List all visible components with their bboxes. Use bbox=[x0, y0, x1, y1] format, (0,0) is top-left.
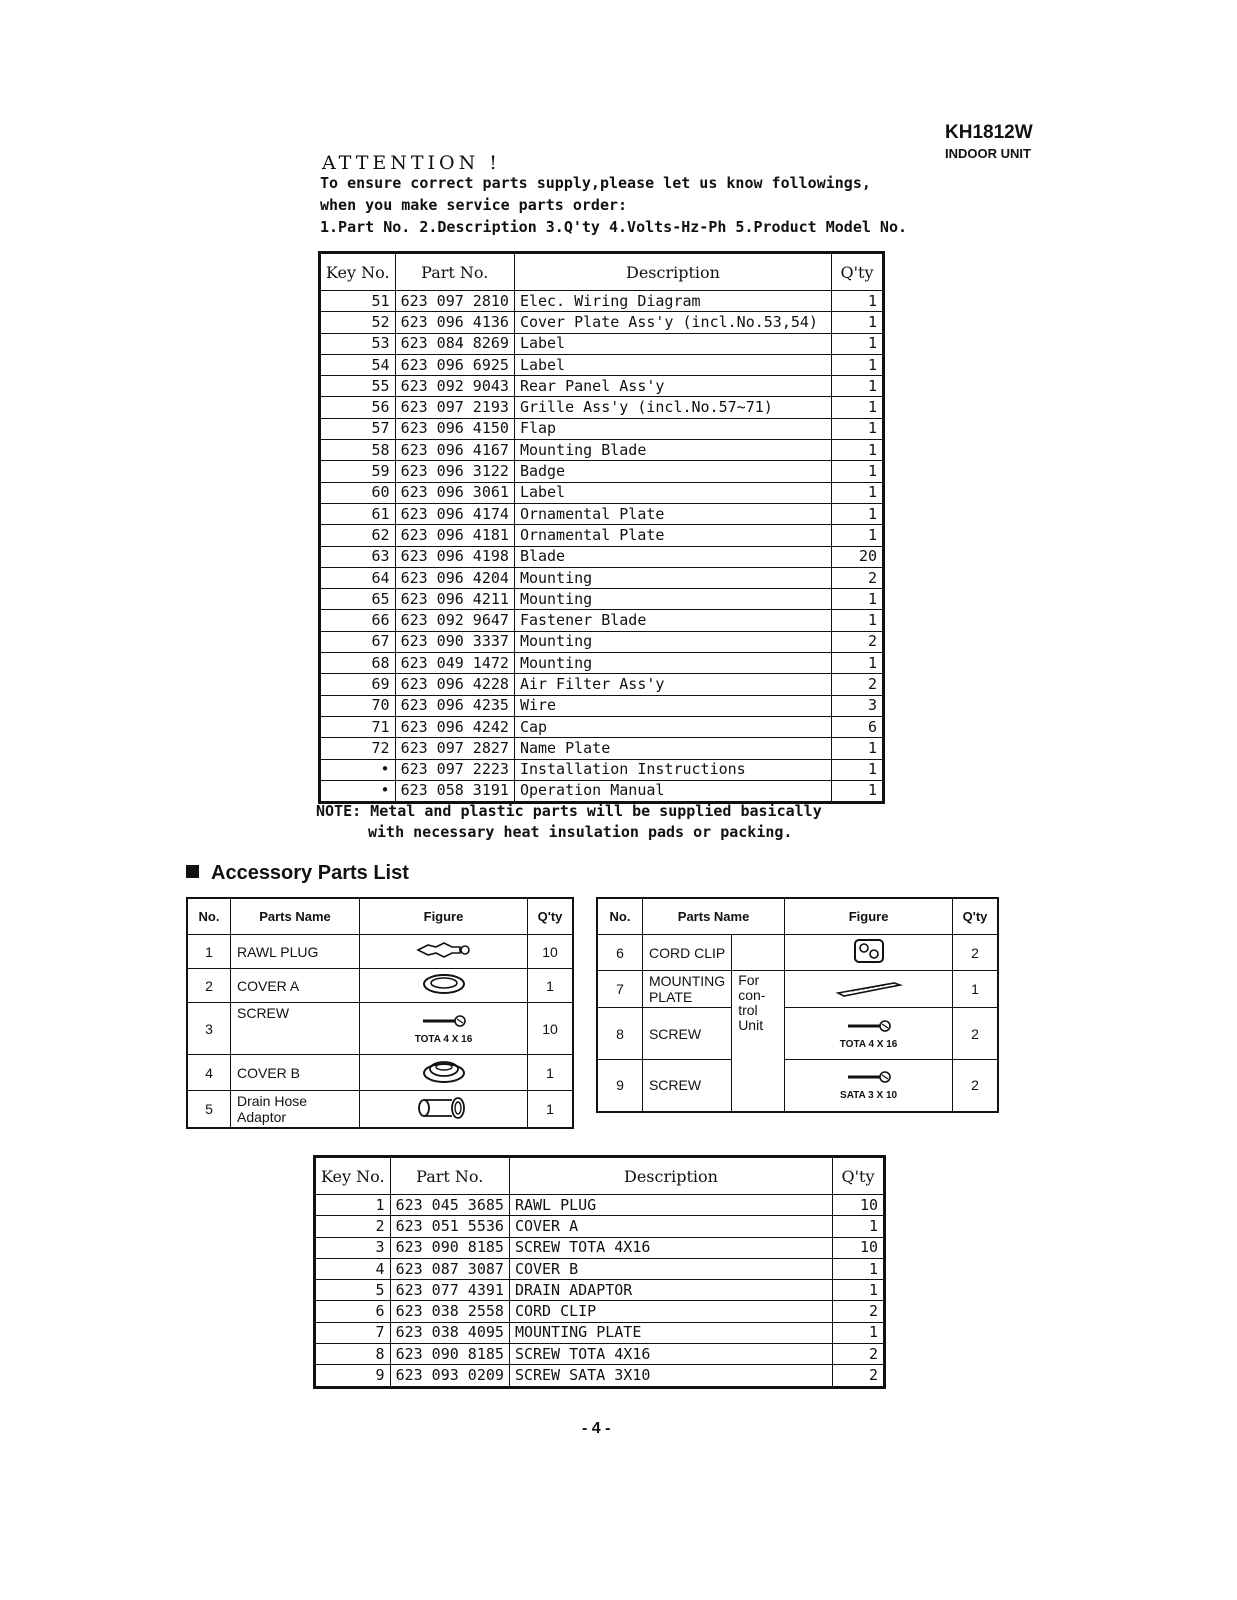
rawl-plug-icon bbox=[414, 948, 474, 964]
table-row bbox=[320, 589, 884, 610]
description-cell: Mounting bbox=[514, 631, 831, 652]
part-no-cell: 623 049 1472 bbox=[395, 653, 514, 674]
part-no-cell: 623 096 4174 bbox=[395, 503, 514, 524]
description-cell: RAWL PLUG bbox=[509, 1195, 832, 1216]
part-no-cell: 623 090 8185 bbox=[390, 1344, 509, 1365]
key-no-cell: 52 bbox=[320, 312, 396, 333]
qty-cell: 1 bbox=[832, 482, 884, 503]
description-cell: Cover Plate Ass'y (incl.No.53,54) bbox=[514, 312, 831, 333]
qty-cell: 1 bbox=[832, 503, 884, 524]
description-cell: Mounting bbox=[514, 567, 831, 588]
qty-cell: 2 bbox=[833, 1301, 885, 1322]
part-no-cell: 623 096 3061 bbox=[395, 482, 514, 503]
acc-no-cell: 9 bbox=[597, 1060, 642, 1112]
qty-cell: 1 bbox=[832, 291, 884, 312]
page-number: - 4 - bbox=[582, 1420, 611, 1437]
table-row bbox=[320, 610, 884, 631]
qty-cell: 6 bbox=[832, 716, 884, 737]
table-row bbox=[315, 1258, 885, 1279]
qty-cell: 1 bbox=[832, 397, 884, 418]
qty-cell: 1 bbox=[832, 525, 884, 546]
qty-cell: 1 bbox=[832, 780, 884, 802]
part-no-cell: 623 058 3191 bbox=[395, 780, 514, 802]
acc-figure-cell bbox=[360, 1003, 528, 1055]
key-no-cell: 55 bbox=[320, 376, 396, 397]
description-cell: SCREW TOTA 4X16 bbox=[509, 1344, 832, 1365]
table-row bbox=[320, 291, 884, 312]
qty-cell: 2 bbox=[832, 631, 884, 652]
table-row bbox=[315, 1216, 885, 1237]
table-row bbox=[320, 780, 884, 802]
key-no-header: Key No. bbox=[315, 1157, 391, 1195]
acc-name-cell: SCREW bbox=[642, 1008, 731, 1060]
acc-figure-cell bbox=[785, 935, 953, 971]
parts-table bbox=[318, 251, 885, 804]
table-row bbox=[315, 1365, 885, 1387]
acc-name-cell: MOUNTING PLATE bbox=[642, 971, 731, 1008]
table-row bbox=[320, 418, 884, 439]
description-cell: Air Filter Ass'y bbox=[514, 674, 831, 695]
table-row bbox=[315, 1301, 885, 1322]
table-row bbox=[320, 376, 884, 397]
accessory-row bbox=[187, 935, 573, 969]
table-row bbox=[320, 440, 884, 461]
acc-qty-header: Q'ty bbox=[952, 898, 998, 935]
table-row bbox=[320, 546, 884, 567]
screw-icon bbox=[419, 1016, 469, 1032]
part-no-cell: 623 045 3685 bbox=[390, 1195, 509, 1216]
description-cell: Label bbox=[514, 354, 831, 375]
accessory-row bbox=[597, 971, 998, 1008]
part-no-cell: 623 097 2223 bbox=[395, 759, 514, 780]
key-no-cell: 9 bbox=[315, 1365, 391, 1387]
qty-cell: 1 bbox=[832, 759, 884, 780]
qty-cell: 1 bbox=[832, 418, 884, 439]
acc-no-cell: 7 bbox=[597, 971, 642, 1008]
acc-qty-cell: 10 bbox=[528, 935, 574, 969]
acc-figure-cell bbox=[785, 971, 953, 1008]
accessory-parts-table bbox=[313, 1155, 886, 1389]
acc-qty-cell: 2 bbox=[952, 1060, 998, 1112]
acc-figure-header: Figure bbox=[360, 898, 528, 935]
acc-no-cell: 1 bbox=[187, 935, 231, 969]
key-no-cell: 51 bbox=[320, 291, 396, 312]
attention-line-1: To ensure correct parts supply,please let us know followings, bbox=[320, 174, 871, 192]
description-cell: Mounting Blade bbox=[514, 440, 831, 461]
table-row bbox=[320, 738, 884, 759]
qty-cell: 20 bbox=[832, 546, 884, 567]
qty-cell: 1 bbox=[833, 1216, 885, 1237]
qty-cell: 1 bbox=[833, 1258, 885, 1279]
figure-spec-label: TOTA 4 X 16 bbox=[839, 1038, 898, 1050]
mounting-plate-icon bbox=[834, 986, 904, 1002]
acc-name-cell: SCREW bbox=[642, 1060, 731, 1112]
key-no-cell: • bbox=[320, 780, 396, 802]
key-no-cell: 65 bbox=[320, 589, 396, 610]
description-cell: Mounting bbox=[514, 589, 831, 610]
key-no-cell: 2 bbox=[315, 1216, 391, 1237]
acc-no-cell: 3 bbox=[187, 1003, 231, 1055]
description-cell: Grille Ass'y (incl.No.57~71) bbox=[514, 397, 831, 418]
qty-cell: 3 bbox=[832, 695, 884, 716]
description-cell: CORD CLIP bbox=[509, 1301, 832, 1322]
qty-cell: 1 bbox=[832, 653, 884, 674]
accessory-section-title bbox=[186, 862, 409, 885]
description-cell: Name Plate bbox=[514, 738, 831, 759]
acc-name-cell: SCREW bbox=[231, 1003, 360, 1055]
qty-cell: 1 bbox=[832, 440, 884, 461]
acc-qty-cell: 1 bbox=[952, 971, 998, 1008]
table-row bbox=[315, 1322, 885, 1343]
part-no-cell: 623 077 4391 bbox=[390, 1280, 509, 1301]
acc-qty-cell: 1 bbox=[528, 1091, 574, 1129]
description-cell: Wire bbox=[514, 695, 831, 716]
bullet-square-icon bbox=[186, 865, 199, 878]
part-no-cell: 623 092 9647 bbox=[395, 610, 514, 631]
key-no-cell: • bbox=[320, 759, 396, 780]
part-no-header: Part No. bbox=[395, 253, 514, 291]
qty-cell: 1 bbox=[832, 312, 884, 333]
part-no-cell: 623 097 2810 bbox=[395, 291, 514, 312]
accessory-row bbox=[187, 1091, 573, 1129]
part-no-cell: 623 087 3087 bbox=[390, 1258, 509, 1279]
description-cell: Ornamental Plate bbox=[514, 503, 831, 524]
description-cell: Elec. Wiring Diagram bbox=[514, 291, 831, 312]
qty-header: Q'ty bbox=[832, 253, 884, 291]
qty-cell: 1 bbox=[832, 589, 884, 610]
table-row bbox=[320, 397, 884, 418]
part-no-cell: 623 096 3122 bbox=[395, 461, 514, 482]
key-no-cell: 62 bbox=[320, 525, 396, 546]
qty-cell: 2 bbox=[832, 567, 884, 588]
qty-cell: 2 bbox=[833, 1344, 885, 1365]
acc-name-cell: Drain Hose Adaptor bbox=[231, 1091, 360, 1129]
attention-title: ATTENTION ! bbox=[322, 152, 501, 174]
qty-cell: 10 bbox=[833, 1237, 885, 1258]
table-row bbox=[320, 674, 884, 695]
qty-cell: 1 bbox=[832, 333, 884, 354]
attention-line-2: when you make service parts order: bbox=[320, 196, 628, 214]
acc-name-cell: COVER B bbox=[231, 1055, 360, 1091]
part-no-cell: 623 097 2827 bbox=[395, 738, 514, 759]
qty-cell: 1 bbox=[832, 738, 884, 759]
key-no-cell: 54 bbox=[320, 354, 396, 375]
acc-figure-header: Figure bbox=[785, 898, 953, 935]
part-no-cell: 623 038 2558 bbox=[390, 1301, 509, 1322]
drain-adaptor-icon bbox=[414, 1109, 474, 1125]
key-no-cell: 72 bbox=[320, 738, 396, 759]
key-no-cell: 67 bbox=[320, 631, 396, 652]
description-cell: SCREW SATA 3X10 bbox=[509, 1365, 832, 1387]
cord-clip-icon bbox=[849, 952, 889, 968]
description-cell: Operation Manual bbox=[514, 780, 831, 802]
key-no-header: Key No. bbox=[320, 253, 396, 291]
figure-spec-label: SATA 3 X 10 bbox=[840, 1090, 898, 1102]
part-no-cell: 623 096 4181 bbox=[395, 525, 514, 546]
parts-table-header bbox=[320, 253, 884, 291]
qty-cell: 10 bbox=[833, 1195, 885, 1216]
key-no-cell: 61 bbox=[320, 503, 396, 524]
part-no-cell: 623 093 0209 bbox=[390, 1365, 509, 1387]
key-no-cell: 8 bbox=[315, 1344, 391, 1365]
acc-figure-cell bbox=[360, 969, 528, 1003]
key-no-cell: 6 bbox=[315, 1301, 391, 1322]
part-no-cell: 623 038 4095 bbox=[390, 1322, 509, 1343]
table-row bbox=[320, 695, 884, 716]
acc-name-cell: RAWL PLUG bbox=[231, 935, 360, 969]
description-cell: Cap bbox=[514, 716, 831, 737]
key-no-cell: 53 bbox=[320, 333, 396, 354]
accessory-row bbox=[597, 935, 998, 971]
part-no-cell: 623 096 4198 bbox=[395, 546, 514, 567]
acc-name-header: Parts Name bbox=[231, 898, 360, 935]
part-no-cell: 623 096 4228 bbox=[395, 674, 514, 695]
table-row bbox=[320, 759, 884, 780]
acc-qty-cell: 2 bbox=[952, 1008, 998, 1060]
acc-name-header: Parts Name bbox=[642, 898, 784, 935]
description-cell: DRAIN ADAPTOR bbox=[509, 1280, 832, 1301]
description-cell: Label bbox=[514, 333, 831, 354]
key-no-cell: 58 bbox=[320, 440, 396, 461]
table-row bbox=[320, 461, 884, 482]
figure-spec-label: TOTA 4 X 16 bbox=[414, 1033, 473, 1045]
acc-no-header: No. bbox=[187, 898, 231, 935]
key-no-cell: 5 bbox=[315, 1280, 391, 1301]
table-row bbox=[320, 333, 884, 354]
accessory-row bbox=[597, 1060, 998, 1112]
part-no-cell: 623 096 4136 bbox=[395, 312, 514, 333]
part-no-cell: 623 090 8185 bbox=[390, 1237, 509, 1258]
key-no-cell: 66 bbox=[320, 610, 396, 631]
key-no-cell: 70 bbox=[320, 695, 396, 716]
cover-a-icon bbox=[419, 983, 469, 999]
cover-b-icon bbox=[419, 1072, 469, 1088]
acc-qty-cell: 1 bbox=[528, 1055, 574, 1091]
key-no-cell: 1 bbox=[315, 1195, 391, 1216]
screw-icon bbox=[844, 1021, 894, 1037]
part-no-cell: 623 096 4211 bbox=[395, 589, 514, 610]
acc-figure-cell bbox=[785, 1060, 953, 1112]
acc-name-cell: CORD CLIP bbox=[642, 935, 731, 971]
acc-no-header: No. bbox=[597, 898, 642, 935]
accessory-title-text: Accessory Parts List bbox=[211, 862, 409, 884]
part-no-cell: 623 097 2193 bbox=[395, 397, 514, 418]
table-row bbox=[320, 503, 884, 524]
part-no-cell: 623 096 6925 bbox=[395, 354, 514, 375]
screw-icon bbox=[844, 1072, 894, 1088]
description-cell: COVER B bbox=[509, 1258, 832, 1279]
key-no-cell: 56 bbox=[320, 397, 396, 418]
description-header: Description bbox=[509, 1157, 832, 1195]
description-cell: Badge bbox=[514, 461, 831, 482]
qty-cell: 1 bbox=[832, 376, 884, 397]
acc-no-cell: 4 bbox=[187, 1055, 231, 1091]
acc-no-cell: 6 bbox=[597, 935, 642, 971]
accessory-row bbox=[187, 1055, 573, 1091]
qty-cell: 2 bbox=[832, 674, 884, 695]
part-no-cell: 623 096 4150 bbox=[395, 418, 514, 439]
table-row bbox=[320, 312, 884, 333]
table-row bbox=[320, 354, 884, 375]
qty-cell: 1 bbox=[832, 354, 884, 375]
description-cell: Flap bbox=[514, 418, 831, 439]
qty-cell: 1 bbox=[832, 461, 884, 482]
part-no-cell: 623 096 4235 bbox=[395, 695, 514, 716]
table-row bbox=[320, 653, 884, 674]
key-no-cell: 69 bbox=[320, 674, 396, 695]
description-cell: Ornamental Plate bbox=[514, 525, 831, 546]
acc-figure-cell bbox=[360, 935, 528, 969]
key-no-cell: 68 bbox=[320, 653, 396, 674]
qty-header: Q'ty bbox=[833, 1157, 885, 1195]
key-no-cell: 71 bbox=[320, 716, 396, 737]
description-cell: COVER A bbox=[509, 1216, 832, 1237]
acc-qty-header: Q'ty bbox=[528, 898, 574, 935]
acc-qty-cell: 1 bbox=[528, 969, 574, 1003]
description-cell: Rear Panel Ass'y bbox=[514, 376, 831, 397]
key-no-cell: 59 bbox=[320, 461, 396, 482]
part-no-cell: 623 092 9043 bbox=[395, 376, 514, 397]
part-no-cell: 623 051 5536 bbox=[390, 1216, 509, 1237]
acc-figure-cell bbox=[360, 1055, 528, 1091]
table-row bbox=[320, 567, 884, 588]
description-cell: Fastener Blade bbox=[514, 610, 831, 631]
table-row bbox=[315, 1237, 885, 1258]
model-number: KH1812W bbox=[945, 122, 1033, 143]
acc-figure-cell bbox=[785, 1008, 953, 1060]
table-row bbox=[315, 1195, 885, 1216]
part-no-header: Part No. bbox=[390, 1157, 509, 1195]
for-control-unit-note: For con- trol Unit bbox=[732, 971, 785, 1112]
table-row bbox=[320, 525, 884, 546]
part-no-cell: 623 096 4242 bbox=[395, 716, 514, 737]
qty-cell: 1 bbox=[833, 1280, 885, 1301]
description-cell: SCREW TOTA 4X16 bbox=[509, 1237, 832, 1258]
key-no-cell: 7 bbox=[315, 1322, 391, 1343]
attention-line-3: 1.Part No. 2.Description 3.Q'ty 4.Volts-Hz-Ph 5.Product Model No. bbox=[320, 218, 907, 236]
table-row bbox=[320, 716, 884, 737]
qty-cell: 1 bbox=[833, 1322, 885, 1343]
key-no-cell: 63 bbox=[320, 546, 396, 567]
acc-no-cell: 5 bbox=[187, 1091, 231, 1129]
table-row bbox=[320, 482, 884, 503]
acc-name-cell: COVER A bbox=[231, 969, 360, 1003]
acc-no-cell: 8 bbox=[597, 1008, 642, 1060]
table-row bbox=[315, 1344, 885, 1365]
part-no-cell: 623 096 4167 bbox=[395, 440, 514, 461]
note-line-1: NOTE: Metal and plastic parts will be supplied basically bbox=[316, 802, 822, 820]
table-row bbox=[320, 631, 884, 652]
description-header: Description bbox=[514, 253, 831, 291]
acc-no-cell: 2 bbox=[187, 969, 231, 1003]
accessory-row bbox=[187, 1003, 573, 1055]
qty-cell: 2 bbox=[833, 1365, 885, 1387]
accessory-row bbox=[597, 1008, 998, 1060]
acc-figure-cell bbox=[360, 1091, 528, 1129]
accessory-row bbox=[187, 969, 573, 1003]
description-cell: Label bbox=[514, 482, 831, 503]
acc-qty-cell: 10 bbox=[528, 1003, 574, 1055]
note-line-2: with necessary heat insulation pads or packing. bbox=[368, 823, 793, 841]
description-cell: Installation Instructions bbox=[514, 759, 831, 780]
part-no-cell: 623 090 3337 bbox=[395, 631, 514, 652]
acc-qty-cell: 2 bbox=[952, 935, 998, 971]
key-no-cell: 64 bbox=[320, 567, 396, 588]
qty-cell: 1 bbox=[832, 610, 884, 631]
table-row bbox=[315, 1280, 885, 1301]
key-no-cell: 3 bbox=[315, 1237, 391, 1258]
key-no-cell: 4 bbox=[315, 1258, 391, 1279]
accessory-table-right bbox=[596, 897, 999, 1113]
blank-cell bbox=[732, 935, 785, 971]
description-cell: MOUNTING PLATE bbox=[509, 1322, 832, 1343]
description-cell: Mounting bbox=[514, 653, 831, 674]
accessory-table-left bbox=[186, 897, 574, 1129]
key-no-cell: 57 bbox=[320, 418, 396, 439]
description-cell: Blade bbox=[514, 546, 831, 567]
part-no-cell: 623 084 8269 bbox=[395, 333, 514, 354]
unit-label: INDOOR UNIT bbox=[945, 146, 1031, 161]
part-no-cell: 623 096 4204 bbox=[395, 567, 514, 588]
key-no-cell: 60 bbox=[320, 482, 396, 503]
